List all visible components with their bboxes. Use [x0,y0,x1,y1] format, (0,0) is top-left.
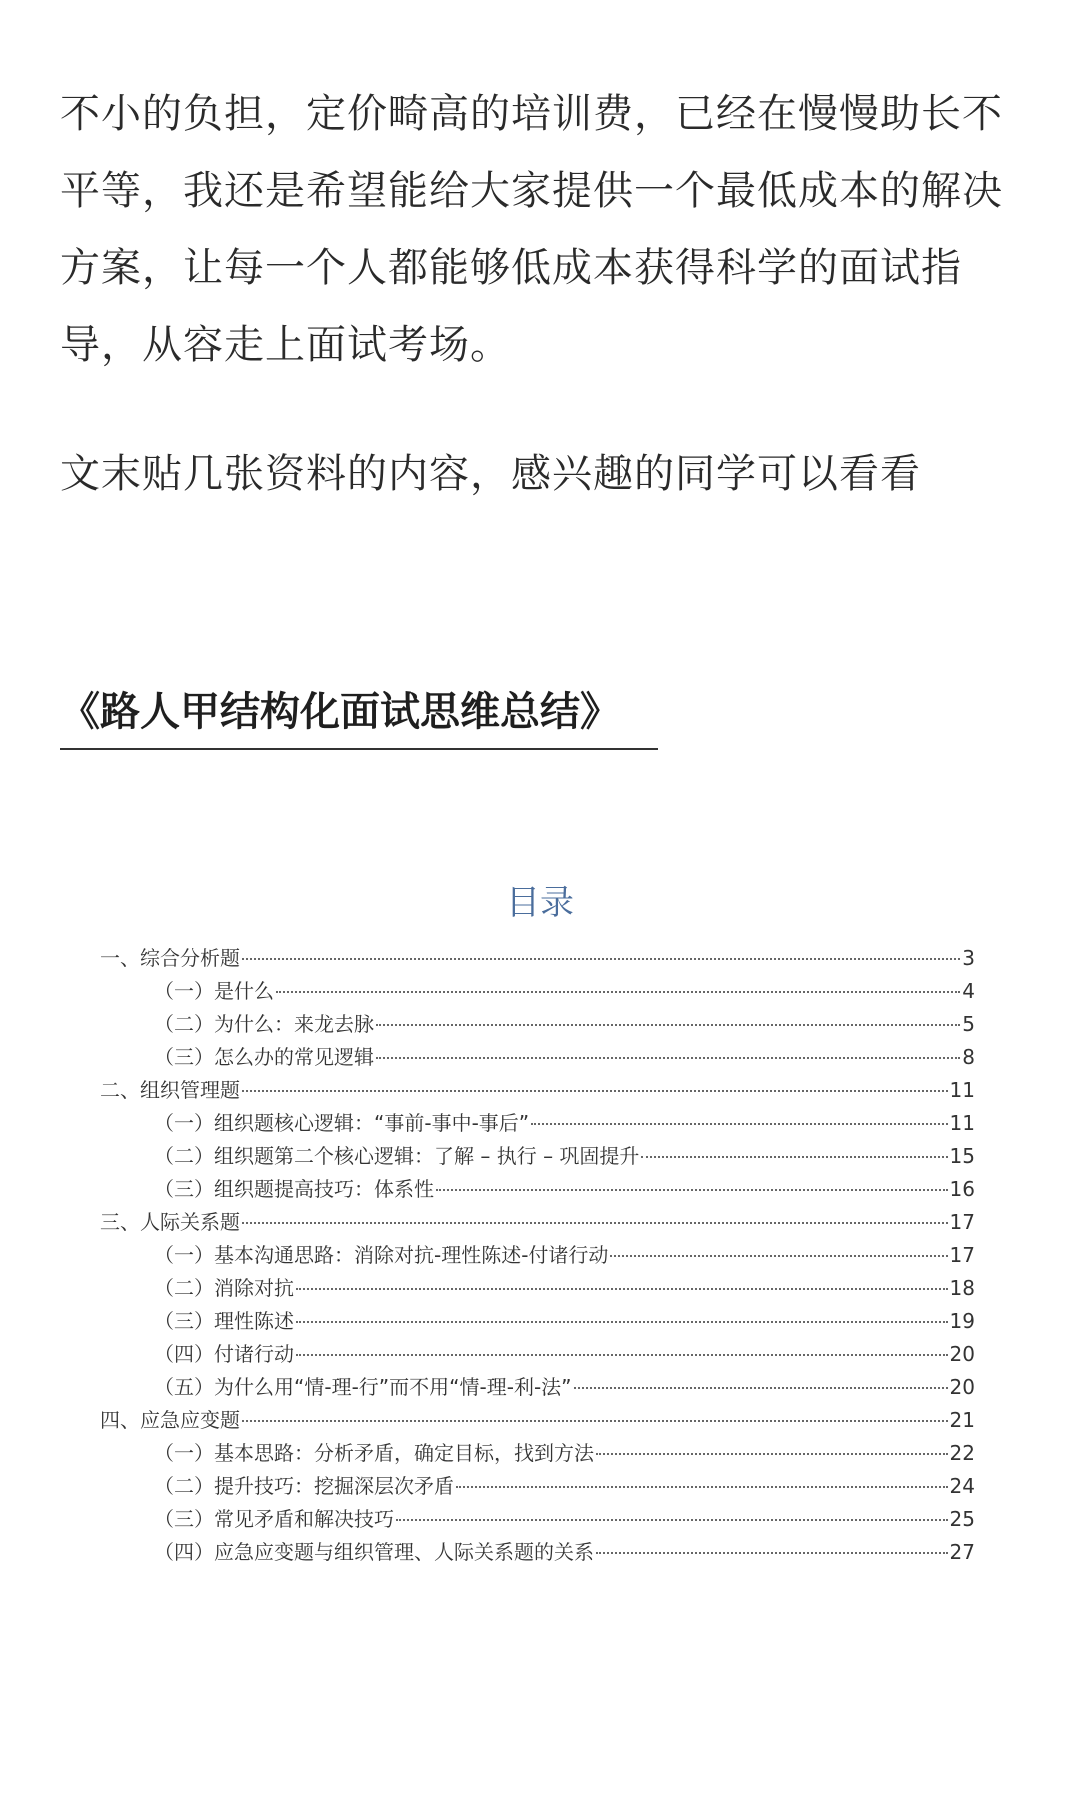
toc-page-number: 27 [949,1540,975,1564]
toc-dot-leader [574,1387,948,1389]
toc-entry-title: （二）组织题第二个核心逻辑：了解 – 执行 – 巩固提升 [154,1144,640,1168]
document-title-heading: 《路人甲结构化面试思维总结》 [60,684,658,750]
toc-page-number: 11 [949,1078,975,1102]
intro-text [60,76,1040,513]
toc-entry [100,1173,975,1206]
toc-entry [100,942,975,975]
toc-entry-title: （三）理性陈述 [154,1309,294,1333]
toc-page-number: 19 [949,1309,975,1333]
toc-entry [100,1338,975,1371]
toc-page-number: 17 [949,1243,975,1267]
intro-paragraph-closing: 文末贴几张资料的内容，感兴趣的同学可以看看 [60,451,921,497]
toc-dot-leader [376,1057,960,1059]
toc-entry [100,1140,975,1173]
toc-page-number: 24 [949,1474,975,1498]
toc-page-number: 11 [949,1111,975,1135]
toc-entry-title: （二）消除对抗 [154,1276,294,1300]
toc-dot-leader [242,1090,948,1092]
toc-page-number: 17 [949,1210,975,1234]
toc-entry-title: （一）组织题核心逻辑：“事前-事中-事后” [154,1111,530,1135]
toc-page-number: 25 [949,1507,975,1531]
toc-entry [100,975,975,1008]
toc-dot-leader [242,1420,948,1422]
toc-page-number: 16 [949,1177,975,1201]
toc-entry [100,1206,975,1239]
toc-entry [100,1404,975,1437]
toc-page-number: 5 [962,1012,975,1036]
toc-dot-leader [610,1255,947,1257]
toc-entry-title: （三）怎么办的常见逻辑 [154,1045,374,1069]
toc-dot-leader [296,1354,948,1356]
toc-page-number: 21 [949,1408,975,1432]
toc-entry [100,1437,975,1470]
toc-entry-title: （五）为什么用“情-理-行”而不用“情-理-利-法” [154,1375,572,1399]
toc-entry [100,1008,975,1041]
toc-entry-title: 四、应急应变题 [100,1408,240,1432]
toc-entry [100,1371,975,1404]
toc-dot-leader [296,1288,948,1290]
toc-entry-title: （三）常见矛盾和解决技巧 [154,1507,394,1531]
toc-page-number: 8 [962,1045,975,1069]
intro-paragraph: 不小的负担，定价畸高的培训费，已经在慢慢助长不平等，我还是希望能给大家提供一个最低成本的解决方案，让每一个人都能够低成本获得科学的面试指导，从容走上面试考场。 [60,91,1003,368]
toc-entry-title: （二）为什么：来龙去脉 [154,1012,374,1036]
toc-page-number: 20 [949,1342,975,1366]
toc-dot-leader [596,1453,948,1455]
toc-dot-leader [296,1321,948,1323]
toc-dot-leader [641,1156,947,1158]
toc-entry [100,1536,975,1569]
toc-entry [100,1107,975,1140]
toc-dot-leader [376,1024,960,1026]
toc-page-number: 15 [949,1144,975,1168]
table-of-contents [100,942,975,1569]
toc-entry [100,1470,975,1503]
toc-page-number: 18 [949,1276,975,1300]
toc-entry [100,1305,975,1338]
toc-entry-title: （一）是什么 [154,979,274,1003]
toc-entry-title: （二）提升技巧：挖掘深层次矛盾 [154,1474,454,1498]
toc-dot-leader [242,1222,948,1224]
toc-entry-title: 一、综合分析题 [100,946,240,970]
toc-dot-leader [276,991,960,993]
toc-entry-title: （四）付诸行动 [154,1342,294,1366]
toc-dot-leader [436,1189,948,1191]
toc-page-number: 20 [949,1375,975,1399]
toc-title: 目录 [506,883,574,923]
toc-entry-title: （一）基本沟通思路：消除对抗-理性陈述-付诸行动 [154,1243,609,1267]
toc-entry-title: 二、组织管理题 [100,1078,240,1102]
toc-entry-title: （四）应急应变题与组织管理、人际关系题的关系 [154,1540,594,1564]
toc-dot-leader [396,1519,948,1521]
toc-entry-title: 三、人际关系题 [100,1210,240,1234]
toc-entry [100,1074,975,1107]
toc-entry [100,1503,975,1536]
toc-entry [100,1239,975,1272]
toc-page-number: 4 [962,979,975,1003]
toc-entry [100,1272,975,1305]
toc-dot-leader [242,958,960,960]
toc-dot-leader [531,1123,947,1125]
toc-entry-title: （一）基本思路：分析矛盾，确定目标，找到方法 [154,1441,594,1465]
toc-entry-title: （三）组织题提高技巧：体系性 [154,1177,434,1201]
toc-dot-leader [596,1552,948,1554]
toc-entry [100,1041,975,1074]
toc-dot-leader [456,1486,948,1488]
toc-page-number: 22 [949,1441,975,1465]
toc-page-number: 3 [962,946,975,970]
